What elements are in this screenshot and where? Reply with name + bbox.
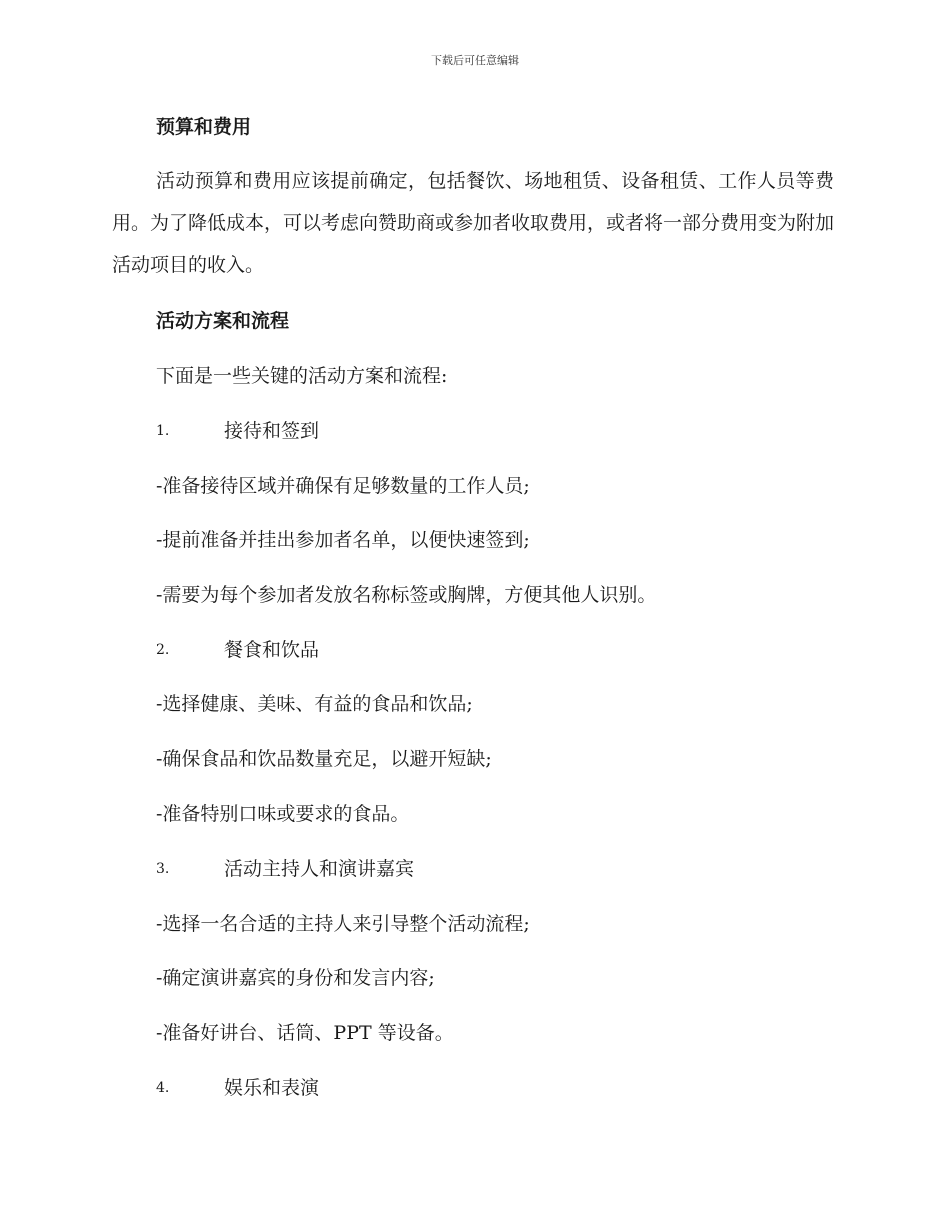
section-heading-plan: 活动方案和流程 <box>156 310 290 332</box>
list-bullet: -确定演讲嘉宾的身份和发言内容; <box>156 967 435 989</box>
list-bullet: -准备特别口味或要求的食品。 <box>156 803 410 825</box>
list-bullet: -选择一名合适的主持人来引导整个活动流程; <box>156 913 530 935</box>
list-bullet: -需要为每个参加者发放名称标签或胸牌，方便其他人识别。 <box>156 584 657 606</box>
list-bullet: -准备好讲台、话筒、PPT 等设备。 <box>156 1022 454 1044</box>
list-item-number: 3. <box>156 861 170 877</box>
section-heading-budget: 预算和费用 <box>156 116 252 138</box>
list-item-title: 娱乐和表演 <box>224 1077 320 1099</box>
page-header: 下载后可任意编辑 <box>431 54 519 67</box>
plan-intro: 下面是一些关键的活动方案和流程: <box>156 365 448 387</box>
list-item-number: 1. <box>156 423 170 439</box>
list-bullet: -提前准备并挂出参加者名单，以便快速签到; <box>156 529 530 551</box>
list-item-number: 4. <box>156 1080 170 1096</box>
list-item-title: 活动主持人和演讲嘉宾 <box>224 858 415 880</box>
budget-paragraph: 活动预算和费用应该提前确定，包括餐饮、场地租赁、设备租赁、工作人员等费用。为了降低成本，可以考虑向赞助商或参加者收取费用，或者将一部分费用变为附加活动项目的收入。 <box>112 170 835 276</box>
list-item-title: 接待和签到 <box>224 420 320 442</box>
list-bullet: -准备接待区域并确保有足够数量的工作人员; <box>156 475 530 497</box>
list-bullet: -选择健康、美味、有益的食品和饮品; <box>156 693 473 715</box>
list-item-title: 餐食和饮品 <box>224 639 320 661</box>
list-bullet: -确保食品和饮品数量充足，以避开短缺; <box>156 748 492 770</box>
list-item-number: 2. <box>156 642 170 658</box>
